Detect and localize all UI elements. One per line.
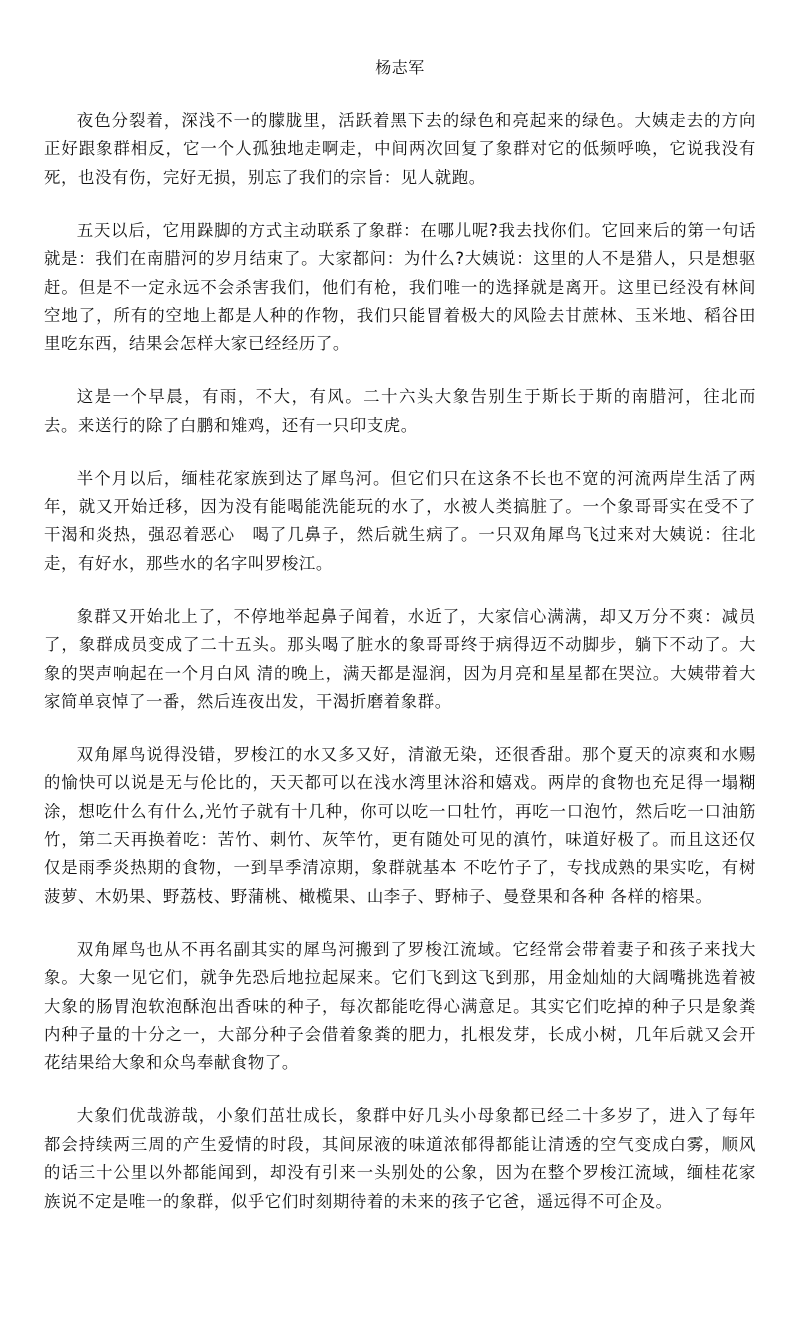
paragraph-4: 半个月以后，缅桂花家族到达了犀鸟河。但它们只在这条不长也不宽的河流两岸生活了两年，就又开始迁移，因为没有能喝能洗能玩的水了，水被人类搞脏了。一个象哥哥实在受不了干渴和炎热，强忍着恶心 喝了几鼻子，然后就生病了。一只双角犀鸟飞过来对大姨说：往北走，有好水，那些水的名字叫罗梭江。 (44, 468, 756, 573)
paragraph-1: 夜色分裂着，深浅不一的朦胧里，活跃着黑下去的绿色和亮起来的绿色。大姨走去的方向正好跟象群相反，它一个人孤独地走啊走，中间两次回复了象群对它的低频呼唤，它说我没有死，也没有伤，完好无损，别忘了我们的宗旨：见人就跑。 (44, 111, 756, 187)
author-name: 杨志军 (375, 58, 425, 77)
paragraph-5: 象群又开始北上了，不停地举起鼻子闻着，水近了，大家信心满满，却又万分不爽：减员了，象群成员变成了二十五头。那头喝了脏水的象哥哥终于病得迈不动脚步，躺下不动了。大象的哭声响起在一个月白风 清的晚上，满天都是湿润，因为月亮和星星都在哭泣。大姨带着大家简单哀悼了一番，然后连夜出发，干渴折磨着象群。 (44, 606, 756, 711)
paragraph-3: 这是一个早晨，有雨，不大，有风。二十六头大象告别生于斯长于斯的南腊河，往北而去。来送行的除了白鹏和雉鸡，还有一只印支虎。 (44, 387, 756, 435)
paragraph-8: 大象们优哉游哉，小象们茁壮成长，象群中好几头小母象都已经二十多岁了，进入了每年都会持续两三周的产生爱情的时段，其间尿液的味道浓郁得都能让清透的空气变成白雾，顺风的话三十公里以外都能闻到，却没有引来一头别处的公象，因为在整个罗梭江流域，缅桂花家族说不定是唯一的象群，似乎它们时刻期待着的未来的孩子它爸，遥远得不可企及。 (44, 1106, 756, 1211)
paragraph-2: 五天以后，它用跺脚的方式主动联系了象群：在哪儿呢?我去找你们。它回来后的第一句话就是：我们在南腊河的岁月结束了。大家都问：为什么?大姨说：这里的人不是猎人，只是想驱赶。但是不一定永远不会杀害我们，他们有枪，我们唯一的选择就是离开。这里已经没有林间空地了，所有的空地上都是人种的作物，我们只能冒着极大的风险去甘蔗林、玉米地、稻谷田里吃东西，结果会怎样大家已经经历了。 (44, 220, 756, 354)
paragraph-6: 双角犀鸟说得没错，罗梭江的水又多又好，清澈无染，还很香甜。那个夏天的凉爽和水赐的愉快可以说是无与伦比的，天天都可以在浅水湾里沐浴和嬉戏。两岸的食物也充足得一塌糊涂，想吃什么有什么,光竹子就有十几种，你可以吃一口牡竹，再吃一口泡竹，然后吃一口油筋竹，第二天再换着吃：苦竹、刺竹、灰竿竹，更有随处可见的滇竹，味道好极了。而且这还仅仅是雨季炎热期的食物，一到旱季清凉期，象群就基本 不吃竹子了，专找成熟的果实吃，有树菠萝、木奶果、野荔枝、野蒲桃、橄榄果、山李子、野柿子、曼登果和各种 各样的榕果。 (44, 744, 756, 906)
paragraph-7: 双角犀鸟也从不再名副其实的犀鸟河搬到了罗梭江流域。它经常会带着妻子和孩子来找大象。大象一见它们，就争先恐后地拉起屎来。它们飞到这飞到那，用金灿灿的大阔嘴挑选着被大象的肠胃泡软泡酥泡出香味的种子，每次都能吃得心满意足。其实它们吃掉的种子只是象粪内种子量的十分之一，大部分种子会借着象粪的肥力，扎根发芽，长成小树，几年后就又会开花结果给大象和众鸟奉献食物了。 (44, 939, 756, 1073)
